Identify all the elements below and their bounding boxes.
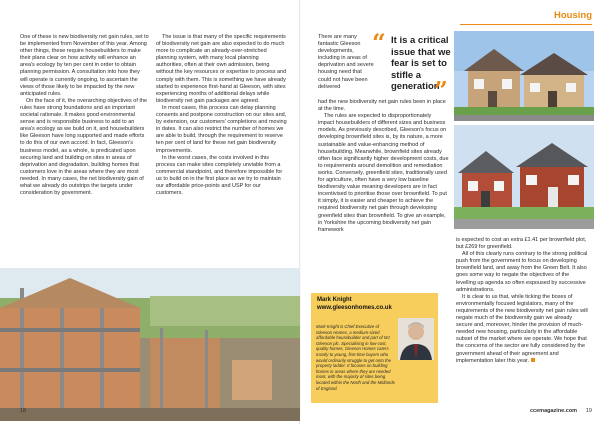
pull-quote-text: It is a critical issue that we fear is set to stifle a generation — [391, 35, 451, 93]
paragraph: In the worst cases, the costs involved in this process can make sites completely unviable from a commercial standpoint, and therefore impossible for us to build on in the first place as we try to maintain our affordable price-points and USP for our customers. — [156, 154, 283, 197]
paragraph-text: It is clear to us that, while ticking the boxes of environmentally focused legislators, many of the requirements of the new biodiversity net gain rules will negate much of the biodiversity gain we already secure and, moreover, hinder the provision of much-needed new housing, particularly in the affordable subset of the market where we operate. We hope that the concerns of the sector are fully considered by the government ahead of their agreement and implementation later this year. — [456, 293, 588, 364]
author-website-link[interactable]: www.gleesonhomes.co.uk — [317, 305, 392, 311]
paragraph: One of these is new biodiversity net gain rules, set to be implemented from November of this year. Among other things, these require housebuilders to make their plans clear on how activity will enhance an area's ecology by ten per cent in order to obtain planning permission. A consultation into how they will operate is currently ongoing, to ascertain the views of those likely to be impacted by the new anticipated rules. — [20, 34, 149, 97]
paragraph: In most cases, this process can delay planning consents and postpone construction on our sites and, by extension, our customers' completions and moving in dates. It can also restrict the number of homes we are able to build, through the requirement to reserve ten per cent of land for these net gain biodiversity improvements. — [156, 104, 287, 154]
paragraph: The issue is that many of the specific requirements of biodiversity net gain are also expected to do much more to complicate an already-over-stretched planning system, with many local planning authorities, often at their own admission, being without the key resources or expertise to process and comply with them. This is something we have already started to experience first-hand at Gleeson, with sites experiencing months of additional delays while biodiversity net gain packages are agreed. — [156, 34, 287, 104]
author-bio-box — [311, 293, 438, 403]
opening-quote-icon: “ — [372, 28, 386, 57]
paragraph: There are many fantastic Gleeson developments, including in areas of deprivation and severe housing need that could not have been delivered — [318, 34, 374, 90]
paragraph: On the face of it, the overarching objectives of the rules have strong foundations and an important societal rationale. It makes good environmental sense and is responsible business to add to an area's ecology as we build on it, and housebuilders like Gleeson have long supported and made efforts to do this of our own accord. In fact, Gleeson's business model, as a whole, is predicated upon securing land and building on sites in areas of deprivation and degradation, building homes that customers love in the areas where they are most needed. In many cases, the net biodiversity gain of what we already do outstrips the targets under consideration by government. — [20, 97, 148, 197]
article-column-1 — [20, 34, 149, 197]
end-of-article-icon — [531, 358, 535, 362]
construction-site-illustration — [0, 268, 300, 421]
article-column-3-narrow — [318, 34, 376, 91]
portrait-illustration — [398, 318, 434, 360]
paragraph: is expected to cost an extra £1.41 per brownfield plot, but £269 for greenfield. — [456, 237, 587, 251]
article-column-4 — [456, 237, 588, 365]
section-rule — [460, 24, 592, 25]
paragraph: had the new biodiversity net gain rules been in place at the time. — [318, 99, 446, 113]
author-portrait — [398, 318, 434, 360]
article-column-3 — [318, 99, 449, 234]
paragraph: The rules are expected to disproportionately impact housebuilders of different sizes and business models. As previously described, Gleeson's focus on developing brownfield sites is, by its nature, a more sustainable and value-enhancing method of housebuilding. Meanwhile, brownfield sites already often face significantly higher development costs, due to requirements around demolition and remediation works. Conversely, greenfield sites, traditionally used for agriculture, often have a very low baseline biodiversity value meaning developers are in fact incentivised to prioritise those over brownfield. To put it simply, it is easier and cheaper to achieve the required biodiversity net gain through developing greenfield sites than brownfield. To give an example, in Yorkshire the upcoming biodiversity net gain framework — [318, 113, 449, 233]
new-homes-illustration — [454, 31, 594, 229]
magazine-domain: ccemagazine.com — [530, 408, 578, 414]
closing-quote-icon: ” — [434, 76, 448, 105]
author-bio-text: Mark Knight is Chief Executive of Gleeson Homes, a medium-sized affordable housebuilder and part of MJ Gleeson plc. Specialising in low-cost, quality homes, Gleeson Homes caters mostly to young, first-time buyers who would ordinarily struggle to get onto the property ladder. It focuses on building homes in areas where they are needed most, with the majority of sites being located within the North and the Midlands of England. — [316, 324, 395, 391]
article-column-2 — [156, 34, 287, 197]
section-label: Housing — [554, 10, 592, 21]
construction-site-photo — [0, 268, 300, 421]
author-name: Mark Knight — [317, 297, 352, 303]
page-number-right: 19 — [585, 408, 592, 414]
new-homes-photo — [454, 31, 594, 229]
paragraph: All of this clearly runs contrary to the strong political push from the government to focus on developing brownfield land, and away from the Green Belt. It also goes some way to negate the objectives of the levelling up agenda so often espoused by successive administrations. — [456, 251, 588, 293]
page-number-left: 18 — [20, 408, 27, 414]
paragraph — [456, 294, 588, 365]
